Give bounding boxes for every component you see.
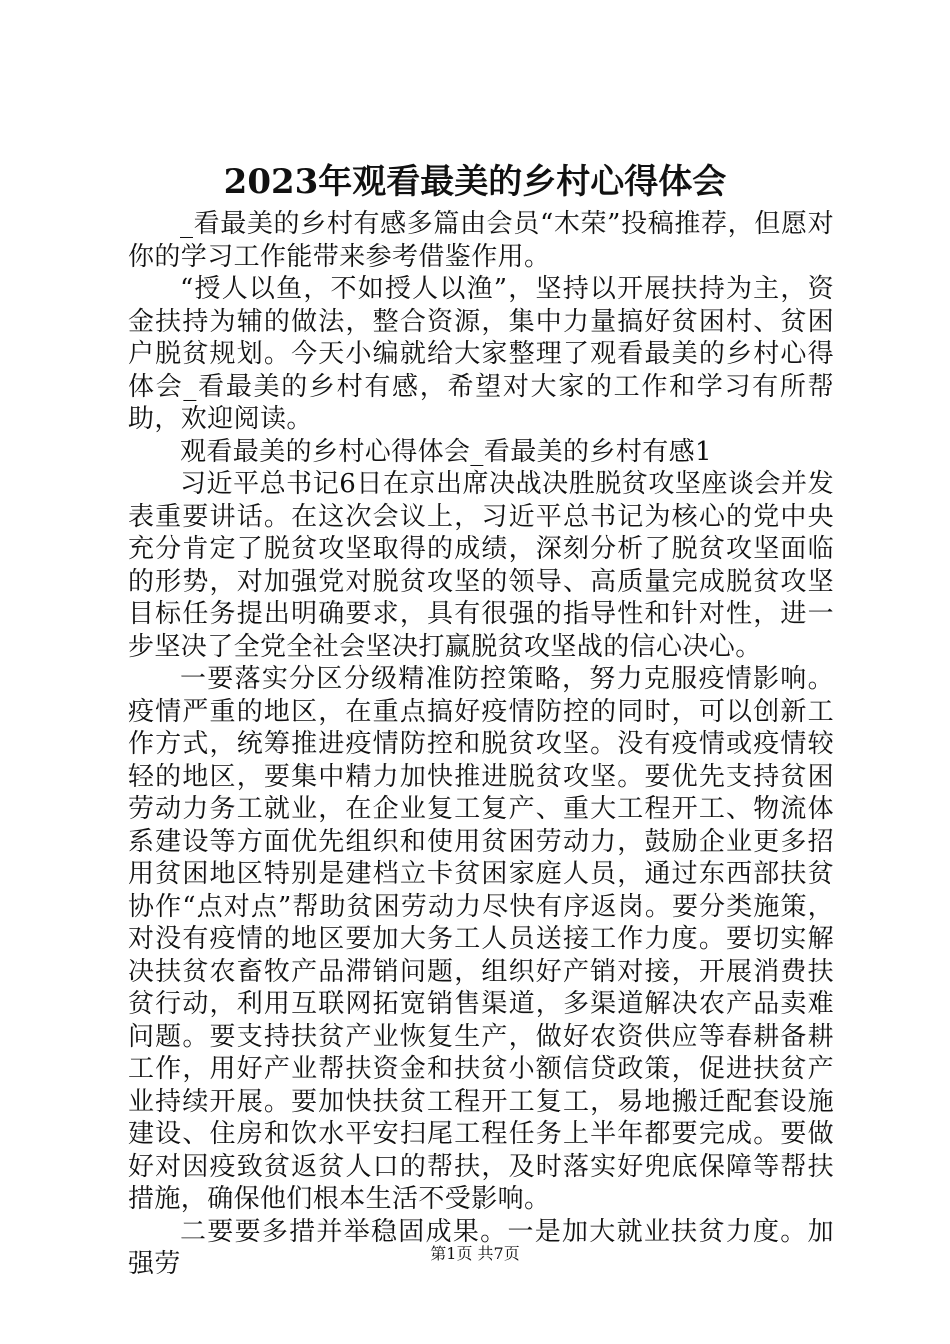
- paragraph: _看最美的乡村有感多篇由会员“木荣”投稿推荐，但愿对你的学习工作能带来参考借鉴作用。: [128, 209, 834, 272]
- page-indicator: 第1页 共7页: [430, 1244, 520, 1263]
- paragraph: “授人以鱼，不如授人以渔”，坚持以开展扶持为主，资金扶持为辅的做法，整合资源，集中力量搞好贫困村、贫困户脱贫规划。今天小编就给大家整理了观看最美的乡村心得体会_看最美的乡村有感，希望对大家的工作和学习有所帮助，欢迎阅读。: [128, 274, 834, 434]
- paragraph: 习近平总书记6日在京出席决战决胜脱贫攻坚座谈会并发表重要讲话。在这次会议上，习近平总书记为核心的党中央充分肯定了脱贫攻坚取得的成绩，深刻分析了脱贫攻坚面临的形势，对加强党对脱贫攻坚的领导、高质量完成脱贫攻坚目标任务提出明确要求，具有很强的指导性和针对性，进一步坚决了全党全社会坚决打赢脱贫攻坚战的信心决心。: [128, 469, 834, 662]
- document-body: [128, 208, 834, 1281]
- section-heading: 观看最美的乡村心得体会_看最美的乡村有感1: [180, 436, 712, 467]
- paragraph: 一要落实分区分级精准防控策略，努力克服疫情影响。疫情严重的地区，在重点搞好疫情防控的同时，可以创新工作方式，统筹推进疫情防控和脱贫攻坚。没有疫情或疫情较轻的地区，要集中精力加快推进脱贫攻坚。要优先支持贫困劳动力务工就业，在企业复工复产、重大工程开工、物流体系建设等方面优先组织和使用贫困劳动力，鼓励企业更多招用贫困地区特别是建档立卡贫困家庭人员，通过东西部扶贫协作“点对点”帮助贫困劳动力尽快有序返岗。要分类施策，对没有疫情的地区要加大务工人员送接工作力度。要切实解决扶贫农畜牧产品滞销问题，组织好产销对接，开展消费扶贫行动，利用互联网拓宽销售渠道，多渠道解决农产品卖难问题。要支持扶贫产业恢复生产，做好农资供应等春耕备耕工作，用好产业帮扶资金和扶贫小额信贷政策，促进扶贫产业持续开展。要加快扶贫工程开工复工，易地搬迁配套设施建设、住房和饮水平安扫尾工程任务上半年都要完成。要做好对因疫致贫返贫人口的帮扶，及时落实好兜底保障等帮扶措施，确保他们根本生活不受影响。: [128, 664, 834, 1214]
- page-title: 2023年观看最美的乡村心得体会: [223, 162, 727, 202]
- paragraph: 二要要多措并举稳固成果。一是加大就业扶贫力度。加强劳: [128, 1216, 834, 1279]
